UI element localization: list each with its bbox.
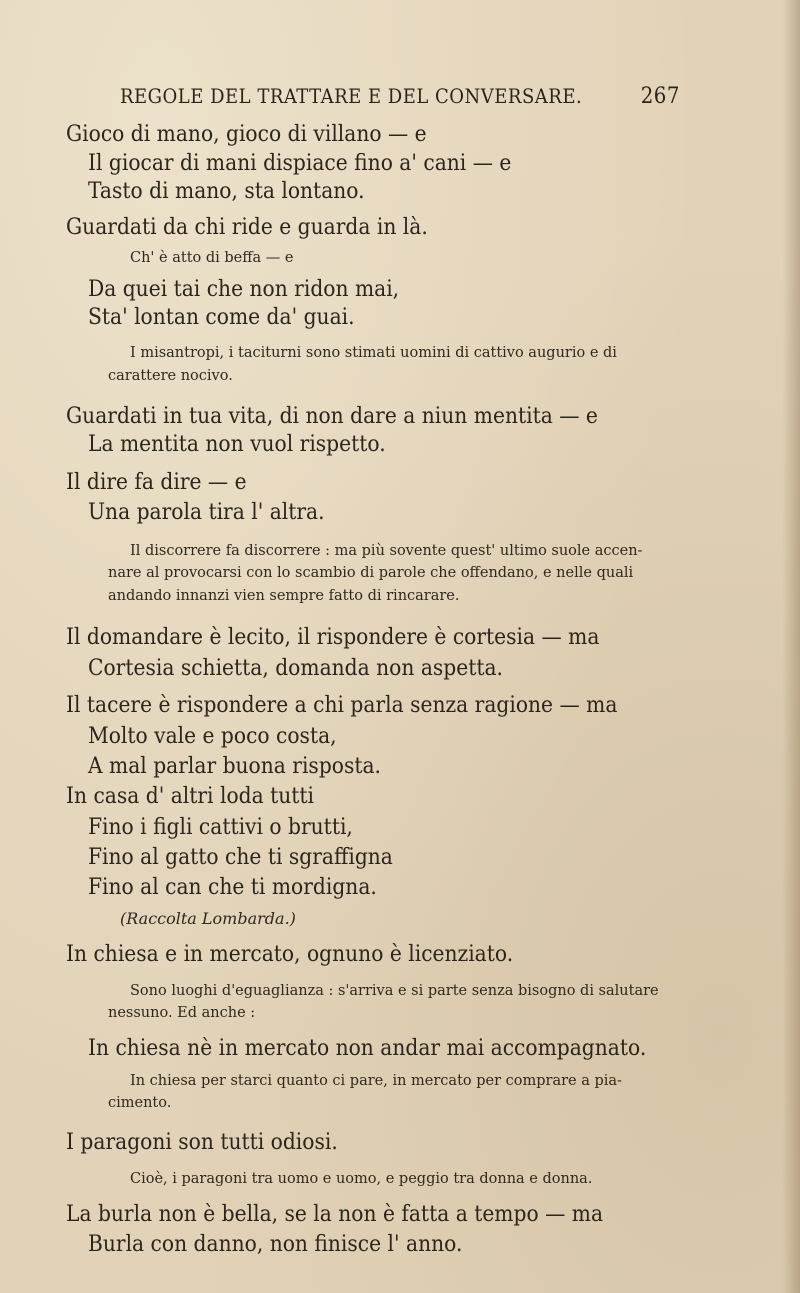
proverb-line: Molto vale e poco costa, — [88, 723, 337, 749]
commentary-line: Cioè, i paragoni tra uomo e uomo, e peggio tra donna e donna. — [130, 1171, 593, 1188]
commentary-line: Il discorrere fa discorrere : ma più sovente quest' ultimo suole accen- — [130, 542, 643, 559]
commentary-line: cimento. — [108, 1095, 172, 1112]
running-header — [120, 84, 680, 110]
proverb-line: I paragoni son tutti odiosi. — [66, 1130, 338, 1156]
page-edge-shadow — [782, 0, 800, 1293]
proverb-line: In chiesa e in mercato, ognuno è licenziato. — [66, 941, 514, 967]
proverb-line: Il domandare è lecito, il rispondere è cortesia — ma — [66, 625, 600, 651]
proverb-line: Il tacere è rispondere a chi parla senza ragione — ma — [66, 693, 618, 719]
commentary-line: nessuno. Ed anche : — [108, 1005, 256, 1021]
proverb-line: La mentita non vuol rispetto. — [88, 432, 386, 458]
commentary-line: In chiesa per starci quanto ci pare, in mercato per comprare a pia- — [130, 1072, 622, 1089]
header-title: REGOLE DEL TRATTARE E DEL CONVERSARE. — [120, 84, 583, 108]
proverb-line: Cortesia schietta, domanda non aspetta. — [88, 655, 503, 681]
proverb-line: Fino al can che ti mordigna. — [88, 875, 377, 901]
commentary-line: Ch' è atto di beffa — e — [130, 249, 294, 266]
proverb-line: La burla non è bella, se la non è fatta a tempo — ma — [66, 1201, 604, 1227]
proverb-line: Sta' lontan come da' guai. — [88, 305, 355, 331]
proverb-line: In chiesa nè in mercato non andar mai accompagnato. — [88, 1036, 647, 1062]
proverb-line: Una parola tira l' altra. — [88, 500, 325, 525]
proverb-line: Fino i figli cattivi o brutti, — [88, 814, 353, 840]
proverb-line: Il dire fa dire — e — [66, 469, 247, 495]
source-citation: (Raccolta Lombarda.) — [120, 909, 296, 929]
proverb-line: Tasto di mano, sta lontano. — [88, 179, 365, 205]
commentary-line: Sono luoghi d'eguaglianza : s'arriva e si parte senza bisogno di salutare — [130, 982, 659, 999]
proverb-line: Gioco di mano, gioco di villano — e — [66, 122, 427, 147]
commentary-line: I misantropi, i taciturni sono stimati uomini di cattivo augurio e di — [130, 345, 617, 362]
proverb-line: Burla con danno, non finisce l' anno. — [88, 1232, 463, 1257]
proverb-line: A mal parlar buona risposta. — [88, 753, 381, 779]
proverb-line: In casa d' altri loda tutti — [66, 784, 314, 810]
proverb-line: Da quei tai che non ridon mai, — [88, 276, 400, 302]
commentary-line: andando innanzi vien sempre fatto di rincarare. — [108, 587, 460, 604]
commentary-line: carattere nocivo. — [108, 367, 233, 384]
proverb-line: Guardati in tua vita, di non dare a niun mentita — e — [66, 403, 598, 429]
commentary-line: nare al provocarsi con lo scambio di parole che offendano, e nelle quali — [108, 565, 634, 582]
page-number: 267 — [640, 84, 680, 109]
proverb-line: Fino al gatto che ti sgraffigna — [88, 845, 393, 870]
proverb-line: Il giocar di mani dispiace fino a' cani — e — [88, 150, 512, 176]
proverb-line: Guardati da chi ride e guarda in là. — [66, 214, 428, 240]
